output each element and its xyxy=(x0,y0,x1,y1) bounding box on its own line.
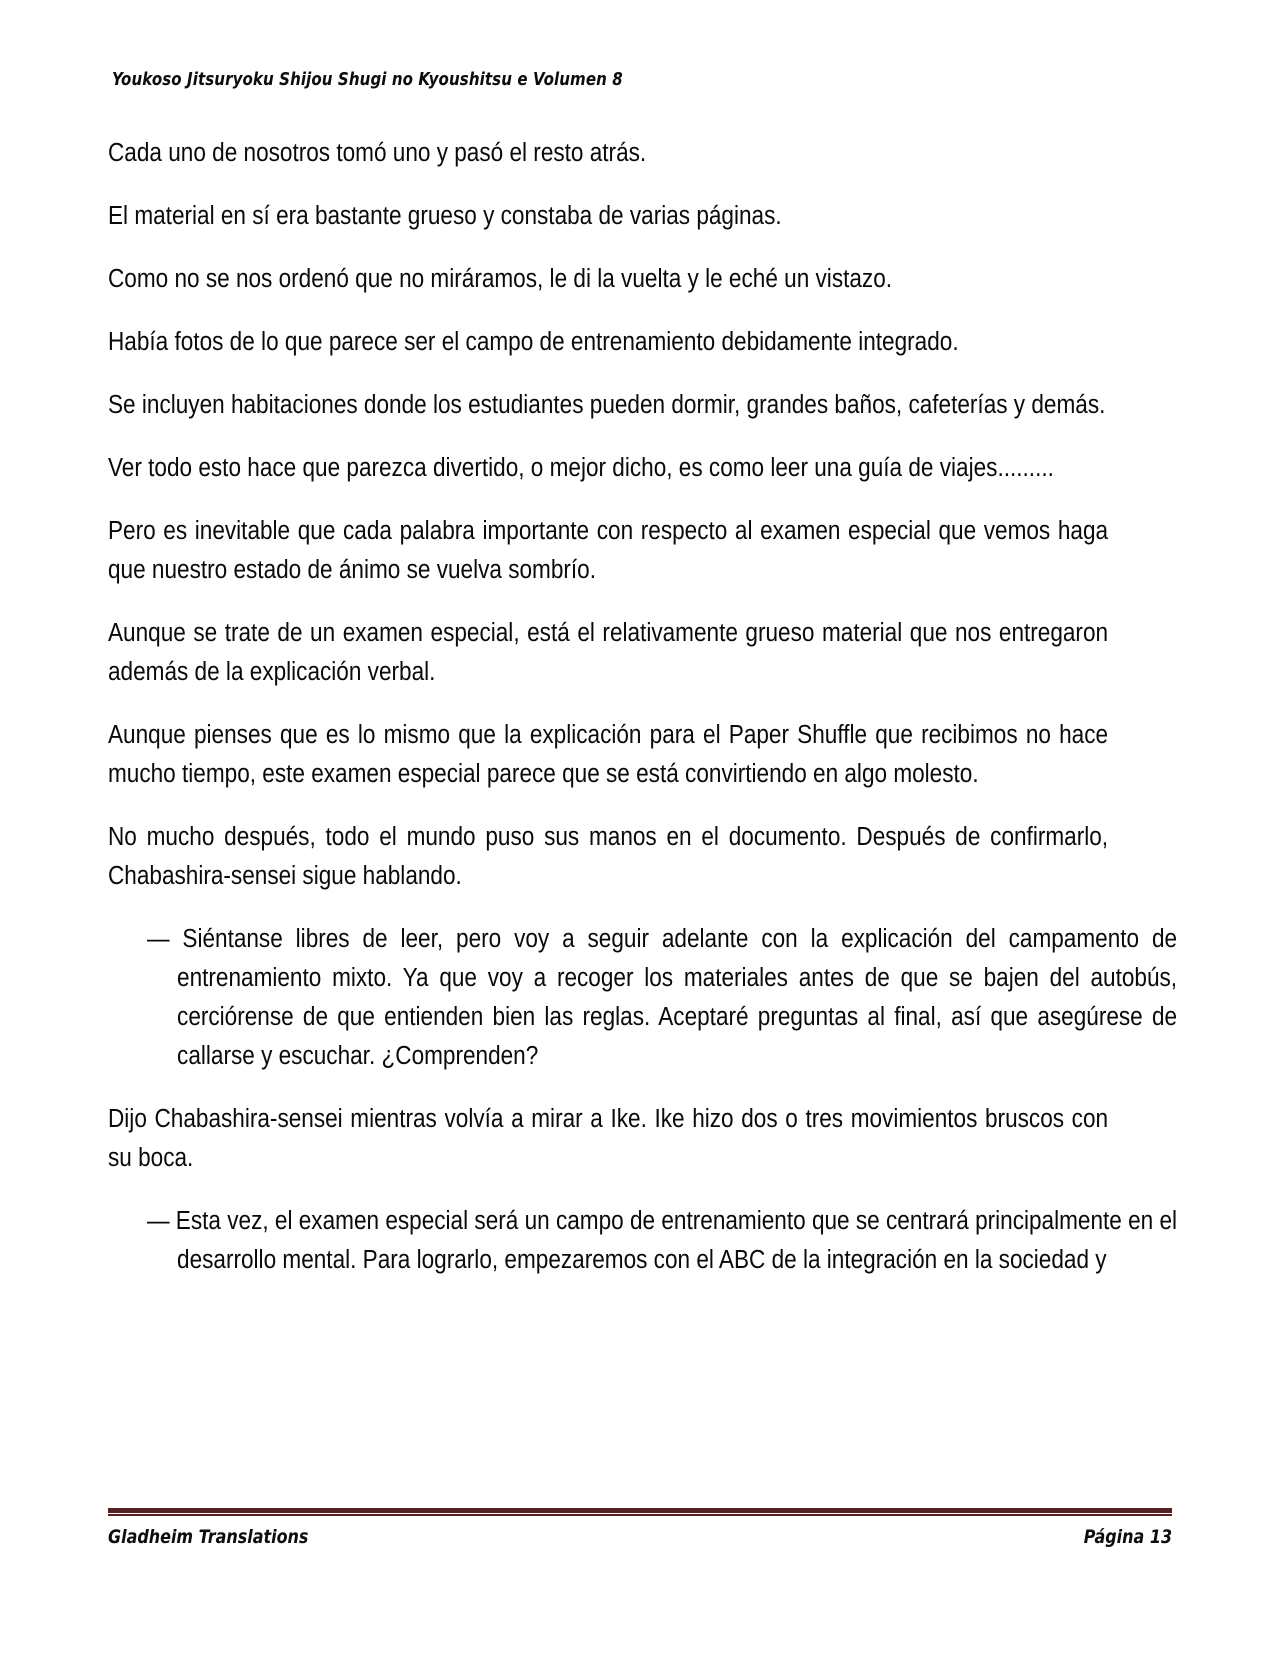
footer-translator-credit: Gladheim Translations xyxy=(108,1526,309,1548)
footer-page-number: Página 13 xyxy=(1083,1526,1172,1548)
dialogue-paragraph: — Esta vez, el examen especial será un campo de entrenamiento que se centrará principalmente en el desarrollo mental. Para lograrlo, empezaremos con el ABC de la integración en la sociedad y xyxy=(146,1207,1178,1274)
body-paragraph: Se incluyen habitaciones donde los estudiantes pueden dormir, grandes baños, cafeterías y demás. xyxy=(108,391,1106,419)
body-paragraph: Ver todo esto hace que parezca divertido, o mejor dicho, es como leer una guía de viajes......... xyxy=(108,454,1054,482)
page-header xyxy=(112,70,1112,90)
body-paragraph: Dijo Chabashira-sensei mientras volvía a mirar a Ike. Ike hizo dos o tres movimientos bruscos con su boca. xyxy=(108,1105,1109,1172)
document-body xyxy=(108,134,1178,1304)
body-paragraph: Había fotos de lo que parece ser el campo de entrenamiento debidamente integrado. xyxy=(108,328,959,356)
dialogue-paragraph: — Siéntanse libres de leer, pero voy a seguir adelante con la explicación del campamento de entrenamiento mixto. Ya que voy a recoger los materiales antes de que se bajen del autobús, cerciórense de que entienden bien las reglas. Aceptaré preguntas al final, así que asegúrese de callarse y escuchar. ¿Comprenden? xyxy=(146,925,1178,1070)
header-book-title: Youkoso Jitsuryoku Shijou Shugi no Kyoushitsu e Volumen 8 xyxy=(112,70,623,90)
footer-divider xyxy=(108,1508,1172,1516)
body-paragraph: Como no se nos ordenó que no miráramos, le di la vuelta y le eché un vistazo. xyxy=(108,265,893,293)
body-paragraph: Aunque se trate de un examen especial, está el relativamente grueso material que nos entregaron además de la explicación verbal. xyxy=(108,619,1109,686)
body-paragraph: El material en sí era bastante grueso y constaba de varias páginas. xyxy=(108,202,782,230)
body-paragraph: No mucho después, todo el mundo puso sus manos en el documento. Después de confirmarlo, Chabashira-sensei sigue hablando. xyxy=(108,823,1109,890)
body-paragraph: Aunque pienses que es lo mismo que la explicación para el Paper Shuffle que recibimos no hace mucho tiempo, este examen especial parece que se está convirtiendo en algo molesto. xyxy=(108,721,1109,788)
body-paragraph: Pero es inevitable que cada palabra importante con respecto al examen especial que vemos haga que nuestro estado de ánimo se vuelva sombrío. xyxy=(108,517,1109,584)
page-footer xyxy=(108,1526,1172,1548)
body-paragraph: Cada uno de nosotros tomó uno y pasó el resto atrás. xyxy=(108,139,647,167)
footer-divider-thin xyxy=(108,1514,1172,1516)
